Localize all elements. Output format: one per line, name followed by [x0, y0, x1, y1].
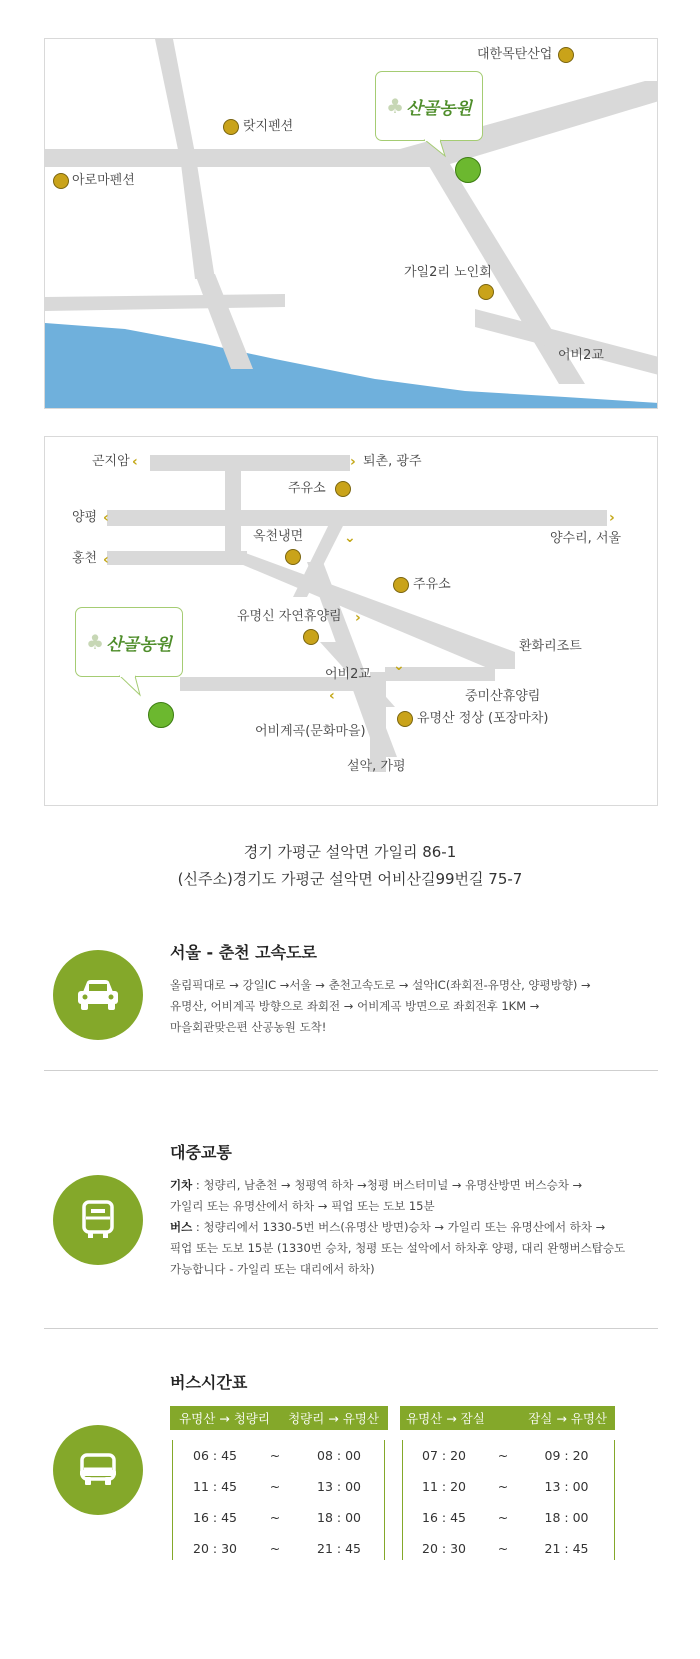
table-border [172, 1440, 173, 1560]
bus-icon [81, 1200, 115, 1240]
place-label-hwanhwari: 환화리조트 [519, 639, 582, 654]
farm-logo-text: 산골농원 [106, 634, 172, 655]
poi-label-daehan: 대한목탄산업 [477, 47, 553, 62]
poi-label-lodge: 랏지펜션 [243, 119, 294, 134]
poi-label-gail2ri: 가일2리 노인회 [404, 265, 492, 280]
place-label-seorak: 설악, 가평 [347, 759, 406, 774]
poi-label-gas2: 주유소 [413, 577, 451, 592]
poi-label-yumyeongsan-peak: 유명산 정상 (포장마차) [417, 711, 549, 726]
arrow-left-icon: ‹ [329, 688, 335, 704]
table-row: 20 : 30 ~ 21 : 45 [193, 1541, 361, 1556]
poi-marker-yumyeongsan [397, 711, 413, 727]
table-border [384, 1440, 385, 1560]
poi-marker-gail2ri [478, 284, 494, 300]
table-header: 청량리 → 유명산 [279, 1406, 388, 1430]
poi-label-okcheon: 옥천냉면 [253, 529, 304, 544]
bus-route-line: 가능합니다 - 가일리 또는 대리에서 하차) [170, 1262, 375, 1276]
car-icon-circle [53, 950, 143, 1040]
bubble-tail [115, 675, 145, 697]
car-icon [75, 978, 121, 1012]
arrow-left-icon: ‹ [103, 510, 109, 526]
table-header: 유명산 → 잠실 [400, 1406, 506, 1430]
location-map-detail [44, 38, 658, 409]
place-label-toechon: 퇴촌, 광주 [363, 454, 422, 469]
train-route-line: 가일리 또는 유명산에서 하차 → 픽업 또는 도보 15분 [170, 1199, 435, 1213]
car-route-line: 유명산, 어비계곡 방향으로 좌회전 → 어비계곡 방면으로 좌회전후 1KM → [170, 999, 540, 1013]
farm-logo-bubble [75, 607, 183, 677]
poi-marker-gas1 [335, 481, 351, 497]
tree-icon: ♣ [386, 94, 405, 118]
timetable-cheongnyangni [170, 1406, 388, 1430]
arrow-down-icon: ⌄ [393, 658, 405, 674]
place-label-eobigyegok: 어비계곡(문화마을) [255, 724, 366, 739]
arrow-left-icon: ‹ [132, 454, 138, 470]
bus-icon-circle [53, 1175, 143, 1265]
place-label-hongcheon: 홍천 [72, 551, 98, 566]
bubble-tail [420, 139, 450, 159]
poi-label-aroma: 아로마펜션 [72, 173, 135, 188]
section-divider [44, 1328, 658, 1329]
train-route-line: 기차 : 청량리, 남춘천 → 청평역 하차 →청평 버스터미널 → 유명산방면 버스승차 → [170, 1178, 583, 1192]
arrow-left-icon: ‹ [103, 552, 109, 568]
poi-marker-lodge [223, 119, 239, 135]
poi-marker-daehan [558, 47, 574, 63]
table-border [402, 1440, 403, 1560]
poi-marker-okcheon [285, 549, 301, 565]
timetable-jamsil-rows [400, 1440, 615, 1564]
table-row: 16 : 45 ~ 18 : 00 [193, 1510, 361, 1525]
table-row: 07 : 20 ~ 09 : 20 [422, 1448, 589, 1463]
timetable-jamsil [400, 1406, 615, 1430]
poi-marker-gas2 [393, 577, 409, 593]
timetable-cheongnyangni-rows [170, 1440, 388, 1564]
timetable-title: 버스시간표 [170, 1373, 248, 1392]
car-route-line: 올림픽대로 → 강일IC →서울 → 춘천고속도로 → 설악IC(좌회전-유명산, 양평방향) → [170, 978, 591, 992]
place-label-eobi2gyo: 어비2교 [558, 348, 604, 363]
car-route-description [170, 975, 591, 1038]
farm-location-marker [148, 702, 174, 728]
car-route-line: 마을회관맞은편 산공농원 도착! [170, 1020, 327, 1034]
arrow-right-icon: › [355, 610, 361, 626]
poi-marker-aroma [53, 173, 69, 189]
address-line: 경기 가평군 설악면 가일리 86-1 [243, 843, 457, 861]
bus-route-line: 픽업 또는 도보 15분 (1330번 승차, 청평 또는 설악에서 하차후 양평, 대리 완행버스탑승도 [170, 1241, 626, 1255]
place-label-yangsuri: 양수리, 서울 [550, 531, 622, 546]
arrow-down-icon: ⌄ [344, 530, 356, 546]
table-row: 16 : 45 ~ 18 : 00 [422, 1510, 589, 1525]
table-row: 06 : 45 ~ 08 : 00 [193, 1448, 361, 1463]
farm-logo-text: 산골농원 [406, 98, 472, 119]
arrow-right-icon: › [350, 454, 356, 470]
table-row: 11 : 45 ~ 13 : 00 [193, 1479, 361, 1494]
location-map-route [44, 436, 658, 806]
place-label-eobi2gyo: 어비2교 [325, 667, 371, 682]
table-header: 잠실 → 유명산 [506, 1406, 615, 1430]
transit-description [170, 1175, 625, 1280]
train-label: 기차 [170, 1178, 193, 1192]
poi-label-yumyeongsin: 유명신 자연휴양림 [237, 609, 342, 624]
table-row: 20 : 30 ~ 21 : 45 [422, 1541, 589, 1556]
section-divider [44, 1070, 658, 1071]
bus-route-line: 버스 : 청량리에서 1330-5번 버스(유명산 방면)승차 → 가일리 또는 유명산에서 하차 → [170, 1220, 606, 1234]
place-label-gonjiam: 곤지암 [92, 454, 130, 469]
transit-section-title: 대중교통 [170, 1143, 232, 1162]
arrow-right-icon: › [609, 510, 615, 526]
bus-label: 버스 [170, 1220, 193, 1234]
table-border [614, 1440, 615, 1560]
poi-marker-yumyeongsin [303, 629, 319, 645]
poi-label-gas1: 주유소 [288, 481, 326, 496]
bus-front-icon [78, 1453, 118, 1487]
farm-logo-bubble [375, 71, 483, 141]
table-header: 유명산 → 청량리 [170, 1406, 279, 1430]
tree-icon: ♣ [86, 630, 105, 654]
poi-label-jungmisan: 중미산휴양림 [465, 689, 541, 704]
farm-location-marker [455, 157, 481, 183]
place-label-yangpyeong: 양평 [72, 510, 98, 525]
table-row: 11 : 20 ~ 13 : 00 [422, 1479, 589, 1494]
bus-front-icon-circle [53, 1425, 143, 1515]
car-section-title: 서울 - 춘천 고속도로 [170, 943, 317, 962]
address-line-new: (신주소)경기도 가평군 설악면 어비산길99번길 75-7 [177, 870, 523, 888]
